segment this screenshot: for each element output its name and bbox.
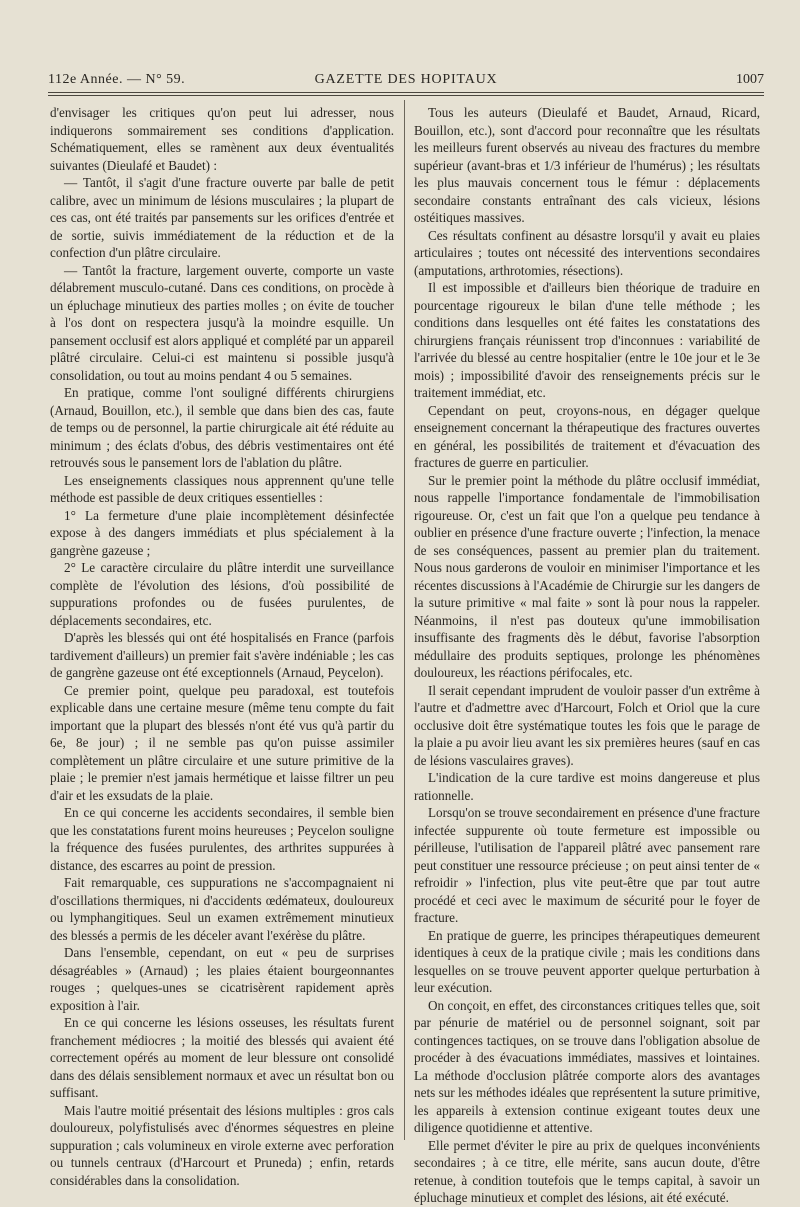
paragraph: On conçoit, en effet, des circonstances critiques telles que, soit par pénurie de matériel ou de personnel soignant, soit par contingences tactiques, on se trouve dans l'obligation absolue de procéder à des évacuations immédiates, massives et lointaines. La méthode d'occlusion plâtrée comporte alors des avantages nets sur les méthodes idéales que représentent la suture primitive, les appareils à extension continue exigeant toutes deux une diligence quotidienne et attentive. bbox=[414, 997, 760, 1135]
paragraph: Elle permet d'éviter le pire au prix de quelques inconvénients secondaires ; à ce titre, elle mérite, sans aucun doute, d'être retenue, à condition toutefois que le temps capital, à savoir un épluchage minutieux et complet des lésions, ait été exécuté. bbox=[414, 1137, 760, 1205]
paragraph: Ce premier point, quelque peu paradoxal, est toutefois explicable dans une certaine mesure (même tenu compte du fait important que la plupart des blessés n'ont été vus qu'à partir du 6e, 8e jour) ; il ne semble pas qu'on puisse assimiler complètement un plâtre circulaire et une suture primitive de la plaie ; le premier n'est jamais hermétique et laisse filtrer un peu d'air et les exsudats de la plaie. bbox=[50, 682, 394, 803]
paragraph: Ces résultats confinent au désastre lorsqu'il y avait eu plaies articulaires ; toutes ont nécessité des interventions secondaires (amputations, arthrotomies, résections). bbox=[414, 227, 760, 278]
paragraph: Mais l'autre moitié présentait des lésions multiples : gros cals douloureux, polyfistulisés avec d'énormes séquestres en pleine suppuration ; cals volumineux en virole externe avec perforation ou tunnels centraux (d'Harcourt et Pruneda) ; enfin, retards considérables dans la consolidation. bbox=[50, 1102, 394, 1188]
paragraph: 2° Le caractère circulaire du plâtre interdit une surveillance complète de l'évolution des lésions, d'où possibilité de suppurations profondes ou de fusées purulentes, de déplacements secondaires, etc. bbox=[50, 560, 394, 628]
paragraph: Il est impossible et d'ailleurs bien théorique de traduire en pourcentage rigoureux le bilan d'une telle méthode ; les conditions dans lesquelles ont été faites les constatations des chirurgiens français réunissent trop d'inconnues : variabilité de l'arrivée du blessé au centre hospitalier (entre le 10e jour et le 3e mois) ; impossibilité d'avoir des renseignements précis sur le traitement immédiat, etc. bbox=[414, 280, 760, 400]
paragraph: d'envisager les critiques qu'on peut lui adresser, nous indiquerons sommairement ses conditions d'application. Schématiquement, elles se ramènent aux deux éventualités suivantes (Dieulafé et Baudet) : bbox=[50, 105, 394, 173]
paragraph: Les enseignements classiques nous apprennent qu'une telle méthode est passible de deux critiques essentielles : bbox=[50, 472, 394, 505]
left-column bbox=[50, 104, 394, 1188]
paragraph: L'indication de la cure tardive est moins dangereuse et plus rationnelle. bbox=[414, 770, 760, 803]
paragraph: Tous les auteurs (Dieulafé et Baudet, Arnaud, Ricard, Bouillon, etc.), sont d'accord pour reconnaître que les résultats les meilleurs furent observés au niveau des fractures du membre supérieur (avant-bras et 1/3 inférieur de l'humérus) ; les résultats les plus mauvais concernent tous le fémur : déplacements secondaire constants entraînant des cals vicieux, lésions ostéitiques massives. bbox=[414, 105, 760, 225]
paragraph: En pratique de guerre, les principes thérapeutiques demeurent identiques à ceux de la pratique civile ; mais les conditions dans lesquelles on se trouve peuvent apporter quelque perturbation à leur exécution. bbox=[414, 927, 760, 995]
paragraph: En pratique, comme l'ont souligné différents chirurgiens (Arnaud, Bouillon, etc.), il semble que dans bien des cas, faute de temps ou de personnel, la partie chirurgicale ait été réduite au minimum ; des éclats d'obus, des débris vestimentaires ont été retrouvés sous le pansement lors de l'ablation du plâtre. bbox=[50, 385, 394, 470]
page-header bbox=[48, 72, 764, 94]
paragraph: Dans l'ensemble, cependant, on eut « peu de surprises désagréables » (Arnaud) ; les plaies étaient bourgeonnantes rouges ; quelques-unes se cicatrisèrent rapidement après exposition à l'air. bbox=[50, 945, 394, 1013]
paragraph: — Tantôt, il s'agit d'une fracture ouverte par balle de petit calibre, avec un minimum de lésions musculaires ; la plupart de ces cas, ont été traités par pansements sur les orifices d'entrée et de sortie, suivis immédiatement de la réduction et de la confection d'un plâtre circulaire. bbox=[50, 175, 394, 260]
header-rule-double bbox=[48, 95, 764, 96]
paragraph: En ce qui concerne les lésions osseuses, les résultats furent franchement médiocres ; la moitié des blessés qui avaient été correctement opérés au moment de leur blessure ont consolidé dans des délais sensiblement normaux et avec un résultat bon ou suffisant. bbox=[50, 1015, 394, 1100]
paragraph: D'après les blessés qui ont été hospitalisés en France (parfois tardivement d'ailleurs) un premier fait s'avère indéniable ; les cas de gangrène gazeuse ont été exceptionnels (Arnaud, Peycelon). bbox=[50, 630, 394, 680]
column-divider bbox=[404, 100, 405, 1140]
page-number: 1007 bbox=[736, 72, 764, 87]
paragraph: Fait remarquable, ces suppurations ne s'accompagnaient ni d'oscillations thermiques, ni d'accidents œdémateux, douloureux ou lymphangitiques. Seul un examen extrêmement minutieux des blessés a permis de les déceler avant l'exérèse du plâtre. bbox=[50, 875, 394, 943]
paragraph: Sur le premier point la méthode du plâtre occlusif immédiat, nous rappelle l'importance fondamentale de l'immobilisation rigoureuse. Or, c'est un fait que l'on a quelque peu tendance à oublier en présence d'une fracture ouverte ; l'infection, la menace de ses conséquences, passent au premier plan du traitement. Nous nous garderons de vouloir en minimiser l'importance et les récentes discussions à l'Académie de Chirurgie sur les dangers de la suture primitive « mal faite » sont là pour nous la rappeler. Néanmoins, il n'est pas douteux qu'une immobilisation insuffisante des fragments dès le début, favorise l'absorption médullaire des produits septiques, prolonge les phénomènes douloureux, les réactions périfocales, etc. bbox=[414, 472, 760, 680]
paragraph: Cependant on peut, croyons-nous, en dégager quelque enseignement concernant la thérapeutique des fractures ouvertes en général, les possibilités de traitement et d'évacuation des fractures de guerre en particulier. bbox=[414, 402, 760, 470]
issue-number: 112e Année. — N° 59. bbox=[48, 72, 186, 87]
header-rule bbox=[48, 92, 764, 93]
paragraph: — Tantôt la fracture, largement ouverte, comporte un vaste délabrement musculo-cutané. Dans ces conditions, on procède à un épluchage minutieux des parties molles ; on évite de toucher à l'os dont on respectera jusqu'à la moindre esquille. Un pansement occlusif est alors appliqué et complété par un appareil plâtré circulaire. Celui-ci est maintenu si possible jusqu'à consolidation, ou tout au moins pendant 4 ou 5 semaines. bbox=[50, 262, 394, 383]
publication-title: GAZETTE DES HOPITAUX bbox=[314, 72, 498, 87]
paragraph: Il serait cependant imprudent de vouloir passer d'un extrême à l'autre et d'admettre avec d'Harcourt, Folch et Oriol que la cure occlusive doit être systématique toutes les fois que le parage de la plaie a pu avoir lieu avant les six premières heures (sauf en cas de lésions vasculaires graves). bbox=[414, 682, 760, 768]
paragraph: Lorsqu'on se trouve secondairement en présence d'une fracture infectée suppurente où toute fermeture est impossible ou périlleuse, l'utilisation de l'appareil plâtré avec pansement rare peut constituer une ressource précieuse ; on peut ainsi tenter de « refroidir » l'infection, plus vite peut-être que par tout autre procédé et ceci avec le maximum de sécurité pour le foyer de fracture. bbox=[414, 805, 760, 925]
paragraph: 1° La fermeture d'une plaie incomplètement désinfectée expose à des dangers immédiats et plus spécialement à la gangrène gazeuse ; bbox=[50, 507, 394, 558]
right-column bbox=[414, 104, 760, 1205]
paragraph: En ce qui concerne les accidents secondaires, il semble bien que les constatations furent moins heureuses ; Peycelon souligne la fréquence des fusées purulentes, des arthrites suppurées à distance, des escarres au point de pression. bbox=[50, 805, 394, 873]
